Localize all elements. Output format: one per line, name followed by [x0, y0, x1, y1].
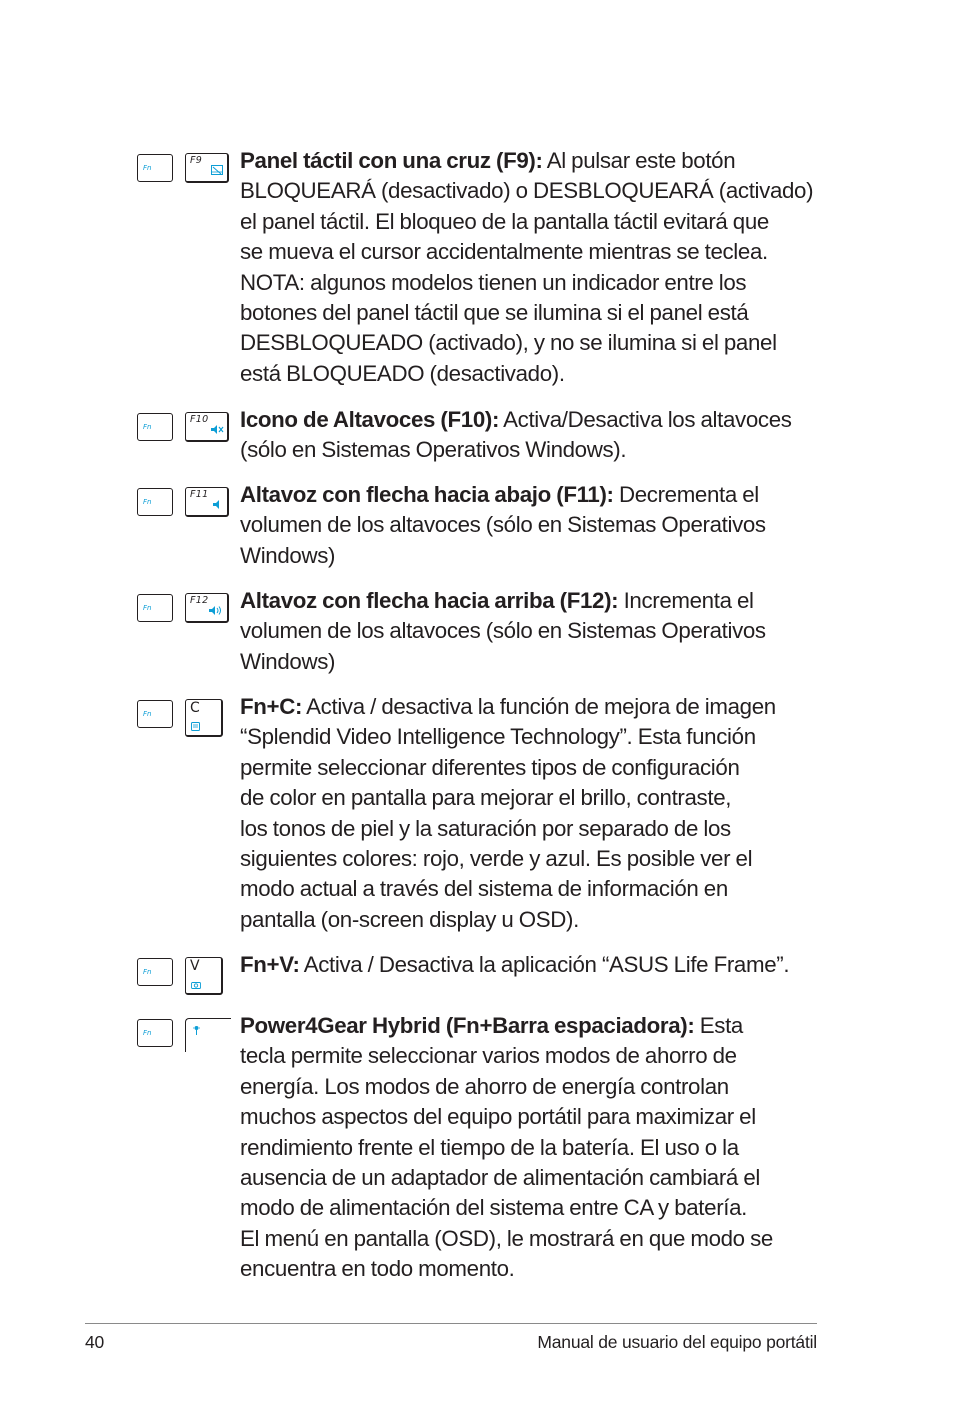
entry-title: Altavoz con flecha hacia arriba (F12): [240, 588, 619, 613]
desc-line: los tonos de piel y la saturación por separado de los [240, 815, 731, 841]
key-combo [137, 489, 237, 534]
page-number: 40 [85, 1332, 105, 1352]
desc-line: el panel táctil. El bloqueo de la pantalla táctil evitará que [240, 208, 769, 234]
f11-key-label: F11 [190, 489, 209, 500]
desc-line: está BLOQUEADO (desactivado). [240, 360, 565, 386]
camera-icon [191, 981, 201, 991]
desc-line: modo actual a través del sistema de información en [240, 876, 728, 902]
speaker-mute-icon [210, 424, 224, 438]
entry-description [240, 950, 840, 980]
c-key-label: C [190, 700, 200, 716]
desc-line: NOTA: algunos modelos tienen un indicador entre los [240, 269, 747, 295]
fn-key-label: Fn [143, 968, 152, 976]
desc-line: volumen de los altavoces (sólo en Sistemas Operativos [240, 618, 766, 644]
f9-key [185, 153, 229, 183]
desc-line: rendimiento frente el tiempo de la batería. El uso o la [240, 1134, 739, 1160]
c-key [185, 699, 223, 737]
entry-description [240, 480, 840, 571]
fn-key [137, 594, 173, 622]
desc-line: encuentra en todo momento. [240, 1256, 515, 1282]
fn-key-label: Fn [143, 604, 152, 612]
f9-key-label: F9 [190, 155, 203, 166]
desc-line: Activa/Desactiva los altavoces [499, 407, 792, 432]
desc-line: modo de alimentación del sistema entre CA y batería. [240, 1195, 748, 1221]
splendid-icon [191, 722, 200, 733]
entry-title: Altavoz con flecha hacia abajo (F11): [240, 482, 614, 507]
desc-line: Decrementa el [613, 482, 759, 507]
fn-key [137, 413, 173, 441]
fn-key [137, 154, 173, 182]
desc-line: “Splendid Video Intelligence Technology”. Esta función [240, 724, 756, 750]
desc-line: siguientes colores: rojo, verde y azul. Es posible ver el [240, 846, 753, 872]
entry-description [240, 586, 840, 677]
f12-key-label: F12 [190, 595, 209, 606]
desc-line: DESBLOQUEADO (activado), y no se ilumina si el panel [240, 330, 777, 356]
power4gear-icon [192, 1025, 201, 1039]
entry-description [240, 1011, 840, 1285]
desc-line: El menú en pantalla (OSD), le mostrará en que modo se [240, 1225, 773, 1251]
footer-divider [85, 1323, 817, 1324]
desc-line: ausencia de un adaptador de alimentación cambiará el [240, 1165, 760, 1191]
entry-title: Power4Gear Hybrid (Fn+Barra espaciadora): [240, 1013, 695, 1038]
fn-key-label: Fn [143, 164, 152, 172]
key-combo [137, 700, 237, 746]
f10-key [185, 412, 229, 442]
entry-title: Icono de Altavoces (F10): [240, 407, 500, 432]
v-key [185, 957, 223, 995]
desc-line: Activa / Desactiva la aplicación “ASUS Life Frame”. [299, 952, 790, 977]
entry-title: Fn+C: [240, 694, 303, 719]
f11-key [185, 487, 229, 517]
desc-line: Incrementa el [618, 588, 754, 613]
desc-line: Windows) [240, 648, 336, 674]
entry-title: Panel táctil con una cruz (F9): [240, 148, 543, 173]
desc-line: volumen de los altavoces (sólo en Sistemas Operativos [240, 512, 766, 538]
desc-line: Al pulsar este botón [542, 148, 736, 173]
desc-line: BLOQUEARÁ (desactivado) o DESBLOQUEARÁ (activado) [240, 178, 814, 204]
desc-line: Esta [694, 1013, 743, 1038]
desc-line: energía. Los modos de ahorro de energía controlan [240, 1073, 729, 1099]
fn-key [137, 488, 173, 516]
footer-title: Manual de usuario del equipo portátil [537, 1332, 817, 1352]
f12-key [185, 593, 229, 623]
desc-line: botones del panel táctil que se ilumina si el panel está [240, 300, 749, 326]
entry-description [240, 692, 840, 935]
desc-line: Windows) [240, 542, 336, 568]
desc-line: permite seleccionar diferentes tipos de configuración [240, 754, 740, 780]
key-combo [137, 414, 237, 459]
touchpad-lock-icon [211, 165, 224, 179]
entry-description [240, 146, 840, 389]
desc-line: de color en pantalla para mejorar el brillo, contraste, [240, 785, 732, 811]
desc-line: tecla permite seleccionar varios modos de ahorro de [240, 1043, 737, 1069]
spacebar-key [185, 1018, 231, 1052]
desc-line: se mueva el cursor accidentalmente mientras se teclea. [240, 239, 768, 265]
desc-line: muchos aspectos del equipo portátil para maximizar el [240, 1104, 756, 1130]
fn-key [137, 1019, 173, 1047]
fn-key-label: Fn [143, 423, 152, 431]
volume-down-icon [212, 499, 224, 513]
f10-key-label: F10 [190, 414, 209, 425]
fn-key-label: Fn [143, 1029, 152, 1037]
entry-title: Fn+V: [240, 952, 300, 977]
key-combo [137, 958, 237, 1004]
volume-up-icon [208, 605, 224, 619]
key-combo [137, 595, 237, 640]
fn-key-label: Fn [143, 710, 152, 718]
desc-line: (sólo en Sistemas Operativos Windows). [240, 437, 627, 463]
key-combo [137, 155, 237, 200]
v-key-label: V [190, 958, 200, 974]
desc-line: pantalla (on-screen display u OSD). [240, 906, 579, 932]
fn-key-label: Fn [143, 498, 152, 506]
fn-key [137, 958, 173, 986]
desc-line: Activa / desactiva la función de mejora de imagen [302, 694, 776, 719]
entry-description [240, 405, 840, 466]
key-combo [137, 1025, 237, 1065]
fn-key [137, 700, 173, 728]
